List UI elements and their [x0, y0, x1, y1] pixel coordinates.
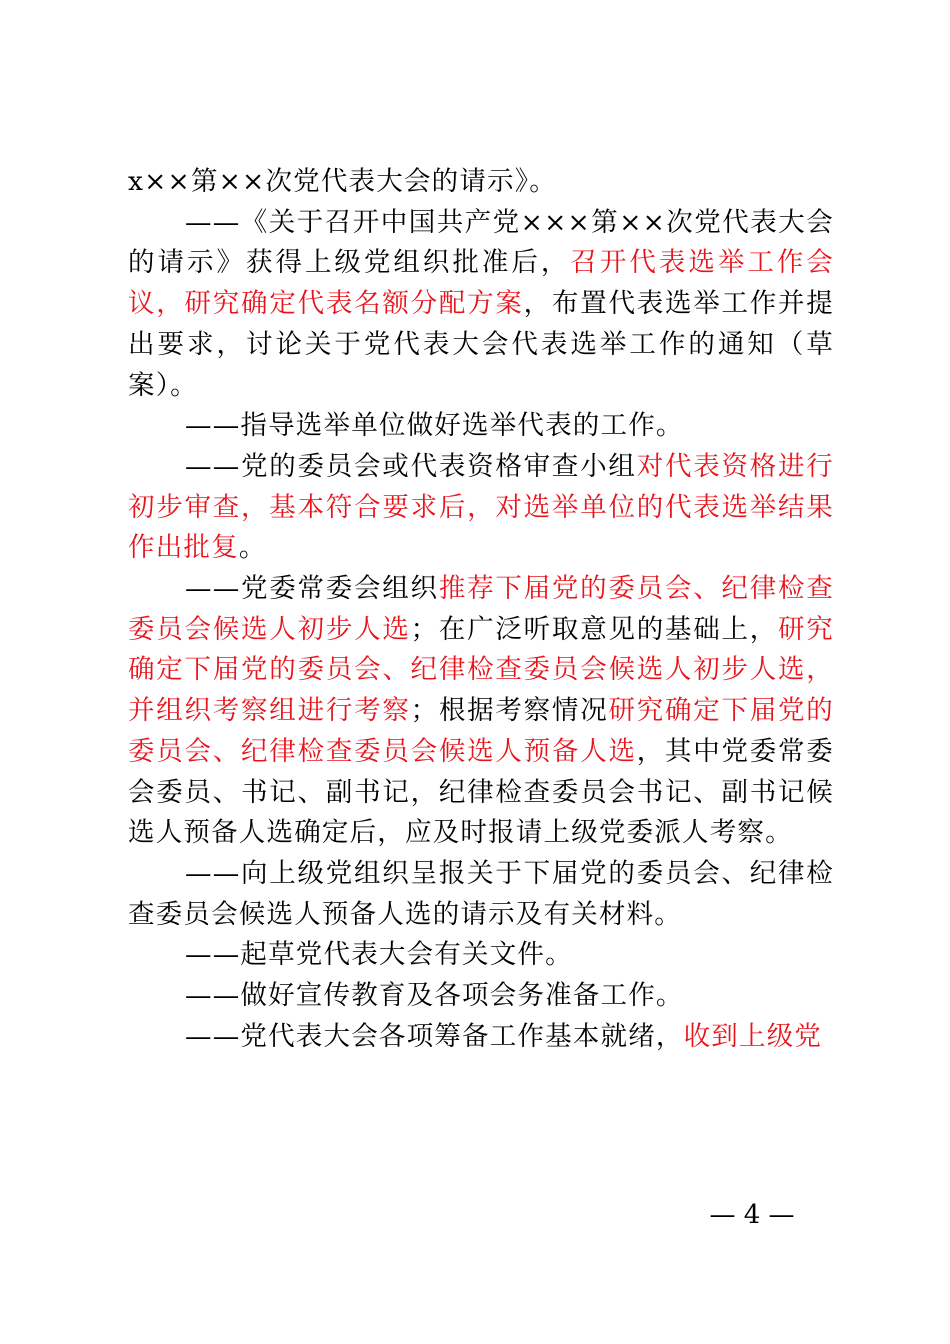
body-text-segment: ——指导选举单位做好选举代表的工作。: [185, 410, 684, 442]
paragraph: [128, 569, 834, 854]
highlighted-text: 召开代表选举工作会议，研究确定代表名额分配方案: [128, 247, 835, 320]
highlighted-text: 对代表资格进行初步审查，基本符合要求后，对选举单位的代表选举结果作出批复: [128, 450, 835, 564]
body-text-segment: 。: [238, 532, 267, 564]
document-body: [128, 162, 834, 1057]
body-text-segment: x××第××次党代表大会的请示》。: [128, 166, 557, 197]
body-text-segment: ，其中党委常委会委员、书记、副书记，纪律检查委员会书记、副书记候选人预备人选确定后，应及时报请上级党委派人考察。: [128, 735, 834, 849]
paragraph: [128, 203, 834, 407]
body-text-segment: ——《关于召开中国共产党×××第××次党代表大会的请示》获得上级党组织批准后，: [128, 206, 834, 279]
paragraph: [128, 1017, 834, 1058]
paragraph: [128, 162, 834, 203]
paragraph: [128, 854, 834, 935]
highlighted-text: 研究确定下届党的委员会、纪律检查委员会候选人预备人选: [128, 695, 835, 767]
body-text-segment: ——做好宣传教育及各项会务准备工作。: [185, 980, 684, 1012]
body-text-segment: ；在广泛听取意见的基础上，: [410, 613, 779, 645]
body-text-segment: ——向上级党组织呈报关于下届党的委员会、纪律检查委员会候选人预备人选的请示及有关材料。: [128, 857, 834, 930]
body-text-segment: ——党代表大会各项筹备工作基本就绪，: [185, 1020, 684, 1052]
highlighted-text: 研究确定下届党的委员会、纪律检查委员会候选人初步人选，并组织考察组进行考察: [128, 613, 834, 727]
body-text-segment: ——党委常委会组织: [185, 573, 439, 605]
body-text-segment: ——党的委员会或代表资格审查小组: [185, 450, 637, 482]
paragraph: [128, 406, 834, 447]
paragraph: [128, 935, 834, 976]
body-text-segment: ，布置代表选举工作并提出要求，讨论关于党代表大会代表选举工作的通知（草案）。: [128, 288, 834, 401]
paragraph: [128, 447, 834, 569]
body-text-segment: ——起草党代表大会有关文件。: [185, 939, 573, 971]
highlighted-text: 推荐下届党的委员会、纪律检查委员会候选人初步人选: [128, 573, 834, 645]
highlighted-text: 收到上级党: [683, 1020, 823, 1052]
body-text-segment: ；根据考察情况: [410, 695, 609, 727]
page-number: — 4 —: [709, 1200, 795, 1230]
paragraph: [128, 976, 834, 1017]
